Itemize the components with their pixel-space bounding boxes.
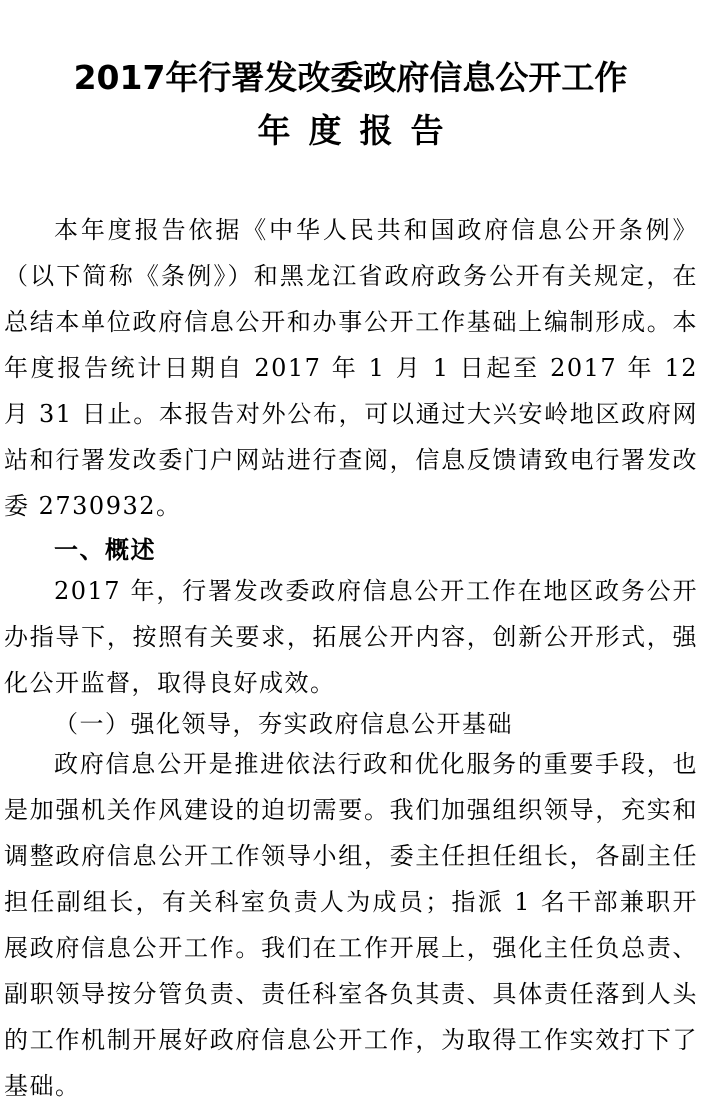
subsection-1-paragraph: 政府信息公开是推进依法行政和优化服务的重要手段，也是加强机关作风建设的迫切需要。我们加强组织领导，充实和调整政府信息公开工作领导小组，委主任担任组长，各副主任担任副组长，有关科室负责人为成员；指派 1 名干部兼职开展政府信息公开工作。我们在工作开展上，强化主任负总责、副职领导按分管负责、责任科室各负其责、具体责任落到人头的工作机制开展好政府信息公开工作，为取得工作实效打下了基础。 [4, 750, 698, 1100]
intro-paragraph: 本年度报告依据《中华人民共和国政府信息公开条例》（以下简称《条例》）和黑龙江省政府政务公开有关规定，在总结本单位政府信息公开和办事公开工作基础上编制形成。本年度报告统计日期自 2017 年 1 月 1 日起至 2017 年 12 月 31 日止。本报告对外公布，可以通过大兴安岭地区政府网站和行署发改委门户网站进行查阅，信息反馈请致电行署发改委 2730932。 [4, 216, 698, 520]
section-1-heading: 一、概述 [54, 536, 156, 564]
subsection-1-heading: （一）强化领导，夯实政府信息公开基础 [54, 710, 513, 738]
section-1-paragraph: 2017 年，行署发改委政府信息公开工作在地区政务公开办指导下，按照有关要求，拓展公开内容，创新公开形式，强化公开监督，取得良好成效。 [4, 577, 698, 697]
report-title-line-1: 2017年行署发改委政府信息公开工作 [73, 58, 628, 97]
report-title-line-2: 年度报告 [257, 111, 462, 150]
